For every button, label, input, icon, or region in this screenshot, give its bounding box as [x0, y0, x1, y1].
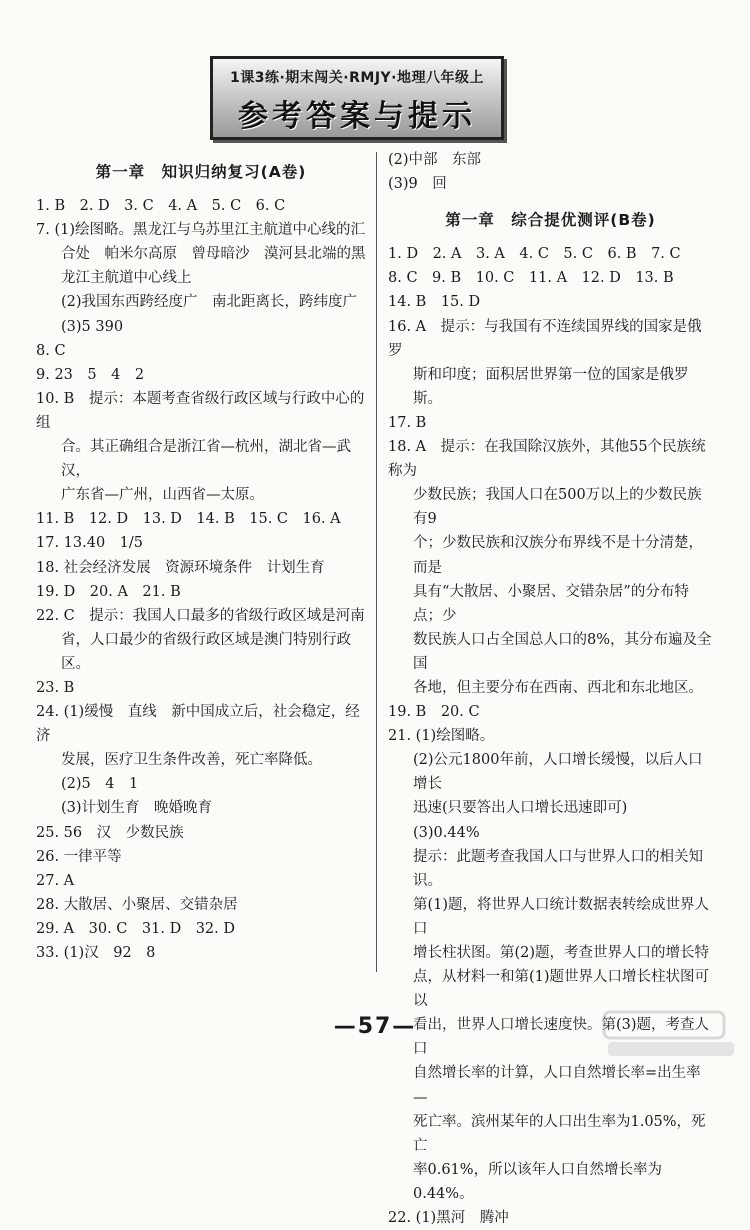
answer-line: 19. D 20. A 21. B	[36, 583, 181, 600]
answer-line: (2)我国东西跨经度广 南北距离长，跨纬度广	[61, 294, 358, 311]
right-answer-list	[388, 242, 713, 1230]
answer-line: 10. B 提示：本题考查省级行政区域与行政中心的组	[36, 390, 365, 431]
answer-line: 28. 大散居、小聚居、交错杂居	[36, 896, 238, 913]
answer-line: 29. A 30. C 31. D 32. D	[36, 920, 235, 937]
answer-line: 19. B 20. C	[388, 704, 480, 721]
answer-line: 11. B 12. D 13. D 14. B 15. C 16. A	[36, 511, 341, 528]
answer-line: 发展，医疗卫生条件改善，死亡率降低。	[61, 752, 322, 769]
title-banner	[210, 56, 504, 140]
answer-line: 率0.61%，所以该年人口自然增长率为0.44%。	[413, 1161, 663, 1202]
column-divider	[376, 152, 377, 972]
answer-line: 增长柱状图。第(2)题，考查世界人口的增长特	[413, 945, 710, 961]
answer-line: 各地，但主要分布在西南、西北和东北地区。	[413, 679, 703, 696]
answer-line: 龙江主航道中心线上	[61, 270, 192, 287]
banner-title: 参考答案与提示	[238, 99, 476, 134]
answer-line: 合处 帕米尔高原 曾母暗沙 漠河县北端的黑	[61, 246, 366, 263]
answer-line: 1. B 2. D 3. C 4. A 5. C 6. C	[36, 198, 286, 215]
answer-line: (3)0.44%	[413, 824, 480, 841]
answer-line: 22. (1)黑河 腾冲	[388, 1210, 509, 1227]
answer-line: 17. 13.40 1/5	[36, 535, 144, 552]
answer-line: 斯和印度；面积居世界第一位的国家是俄罗斯。	[413, 366, 689, 407]
answer-line: (3)5 390	[61, 318, 124, 335]
answer-line: 具有“大散居、小聚居、交错杂居”的分布特点；少	[413, 583, 689, 624]
left-column	[36, 148, 366, 965]
answer-line: 死亡率。滨州某年的人口出生率为1.05%，死亡	[413, 1113, 706, 1154]
answer-line: (2)5 4 1	[61, 776, 139, 793]
answer-line: 25. 56 汉 少数民族	[36, 824, 184, 841]
left-answer-list	[36, 194, 366, 965]
answer-line: 27. A	[36, 872, 75, 889]
answer-line: 点，从材料一和第(1)题世界人口增长柱状图可以	[413, 969, 710, 1010]
answer-line: 17. B	[388, 414, 427, 431]
answer-line: 第(1)题，将世界人口统计数据表转绘成世界人口	[413, 896, 710, 937]
answer-line: 26. 一律平等	[36, 848, 122, 865]
right-continued-answers	[388, 148, 713, 196]
answer-line: 省，人口最少的省级行政区域是澳门特别行政区。	[61, 631, 351, 672]
answer-line: 8. C	[36, 342, 66, 359]
answer-line: 7. (1)绘图略。黑龙江与乌苏里江主航道中心线的汇	[36, 222, 365, 239]
answer-line: 迅速(只要答出人口增长迅速即可)	[413, 800, 628, 817]
answer-line: 33. (1)汉 92 8	[36, 945, 156, 961]
answer-line: 22. C 提示：我国人口最多的省级行政区域是河南	[36, 607, 365, 624]
answer-line: 21. (1)绘图略。	[388, 728, 495, 745]
watermark-logo	[600, 1008, 740, 1060]
answer-line: 自然增长率的计算，人口自然增长率=出生率—	[413, 1065, 701, 1106]
answer-line: 广东省—广州，山西省—太原。	[61, 487, 264, 504]
answer-line: 1. D 2. A 3. A 4. C 5. C 6. B 7. C	[388, 246, 681, 263]
page-number: —57—	[333, 1014, 417, 1039]
right-column	[388, 148, 713, 1230]
answer-line: 合。其正确组合是浙江省—杭州，湖北省—武汉，	[61, 439, 351, 480]
answer-line: 16. A 提示：与我国有不连续国界线的国家是俄罗	[388, 318, 702, 359]
answer-line: 数民族人口占全国总人口的8%，其分布遍及全国	[413, 631, 712, 672]
left-section-heading: 第一章 知识归纳复习(A卷)	[95, 163, 307, 181]
answer-line: (2)中部 东部	[388, 152, 482, 168]
answer-line: (3)计划生育 晚婚晚育	[61, 800, 213, 817]
answer-line: (3)9 回	[388, 176, 447, 193]
answer-line: 23. B	[36, 679, 75, 696]
answer-line: 24. (1)缓慢 直线 新中国成立后，社会稳定，经济	[36, 704, 360, 745]
answer-line: 18. A 提示：在我国除汉族外，其他55个民族统称为	[388, 439, 706, 480]
answer-line: 少数民族；我国人口在500万以上的少数民族有9	[413, 487, 702, 528]
banner-subtitle: 1课3练·期末闯关·RMJY·地理八年级上	[230, 70, 484, 86]
answer-line: 9. 23 5 4 2	[36, 366, 145, 383]
answer-line: (2)公元1800年前，人口增长缓慢，以后人口增长	[413, 752, 703, 793]
answer-line: 8. C 9. B 10. C 11. A 12. D 13. B	[388, 270, 674, 287]
answer-line: 提示：此题考查我国人口与世界人口的相关知识。	[413, 848, 703, 889]
answer-line: 个；少数民族和汉族分布界线不是十分清楚，而是	[413, 535, 703, 576]
answer-line: 14. B 15. D	[388, 294, 481, 311]
right-section-heading: 第一章 综合提优测评(B卷)	[445, 211, 656, 230]
answer-line: 看出，世界人口增长速度快。第(3)题，考查人口	[413, 1017, 710, 1058]
answer-line: 18. 社会经济发展 资源环境条件 计划生育	[36, 559, 325, 576]
